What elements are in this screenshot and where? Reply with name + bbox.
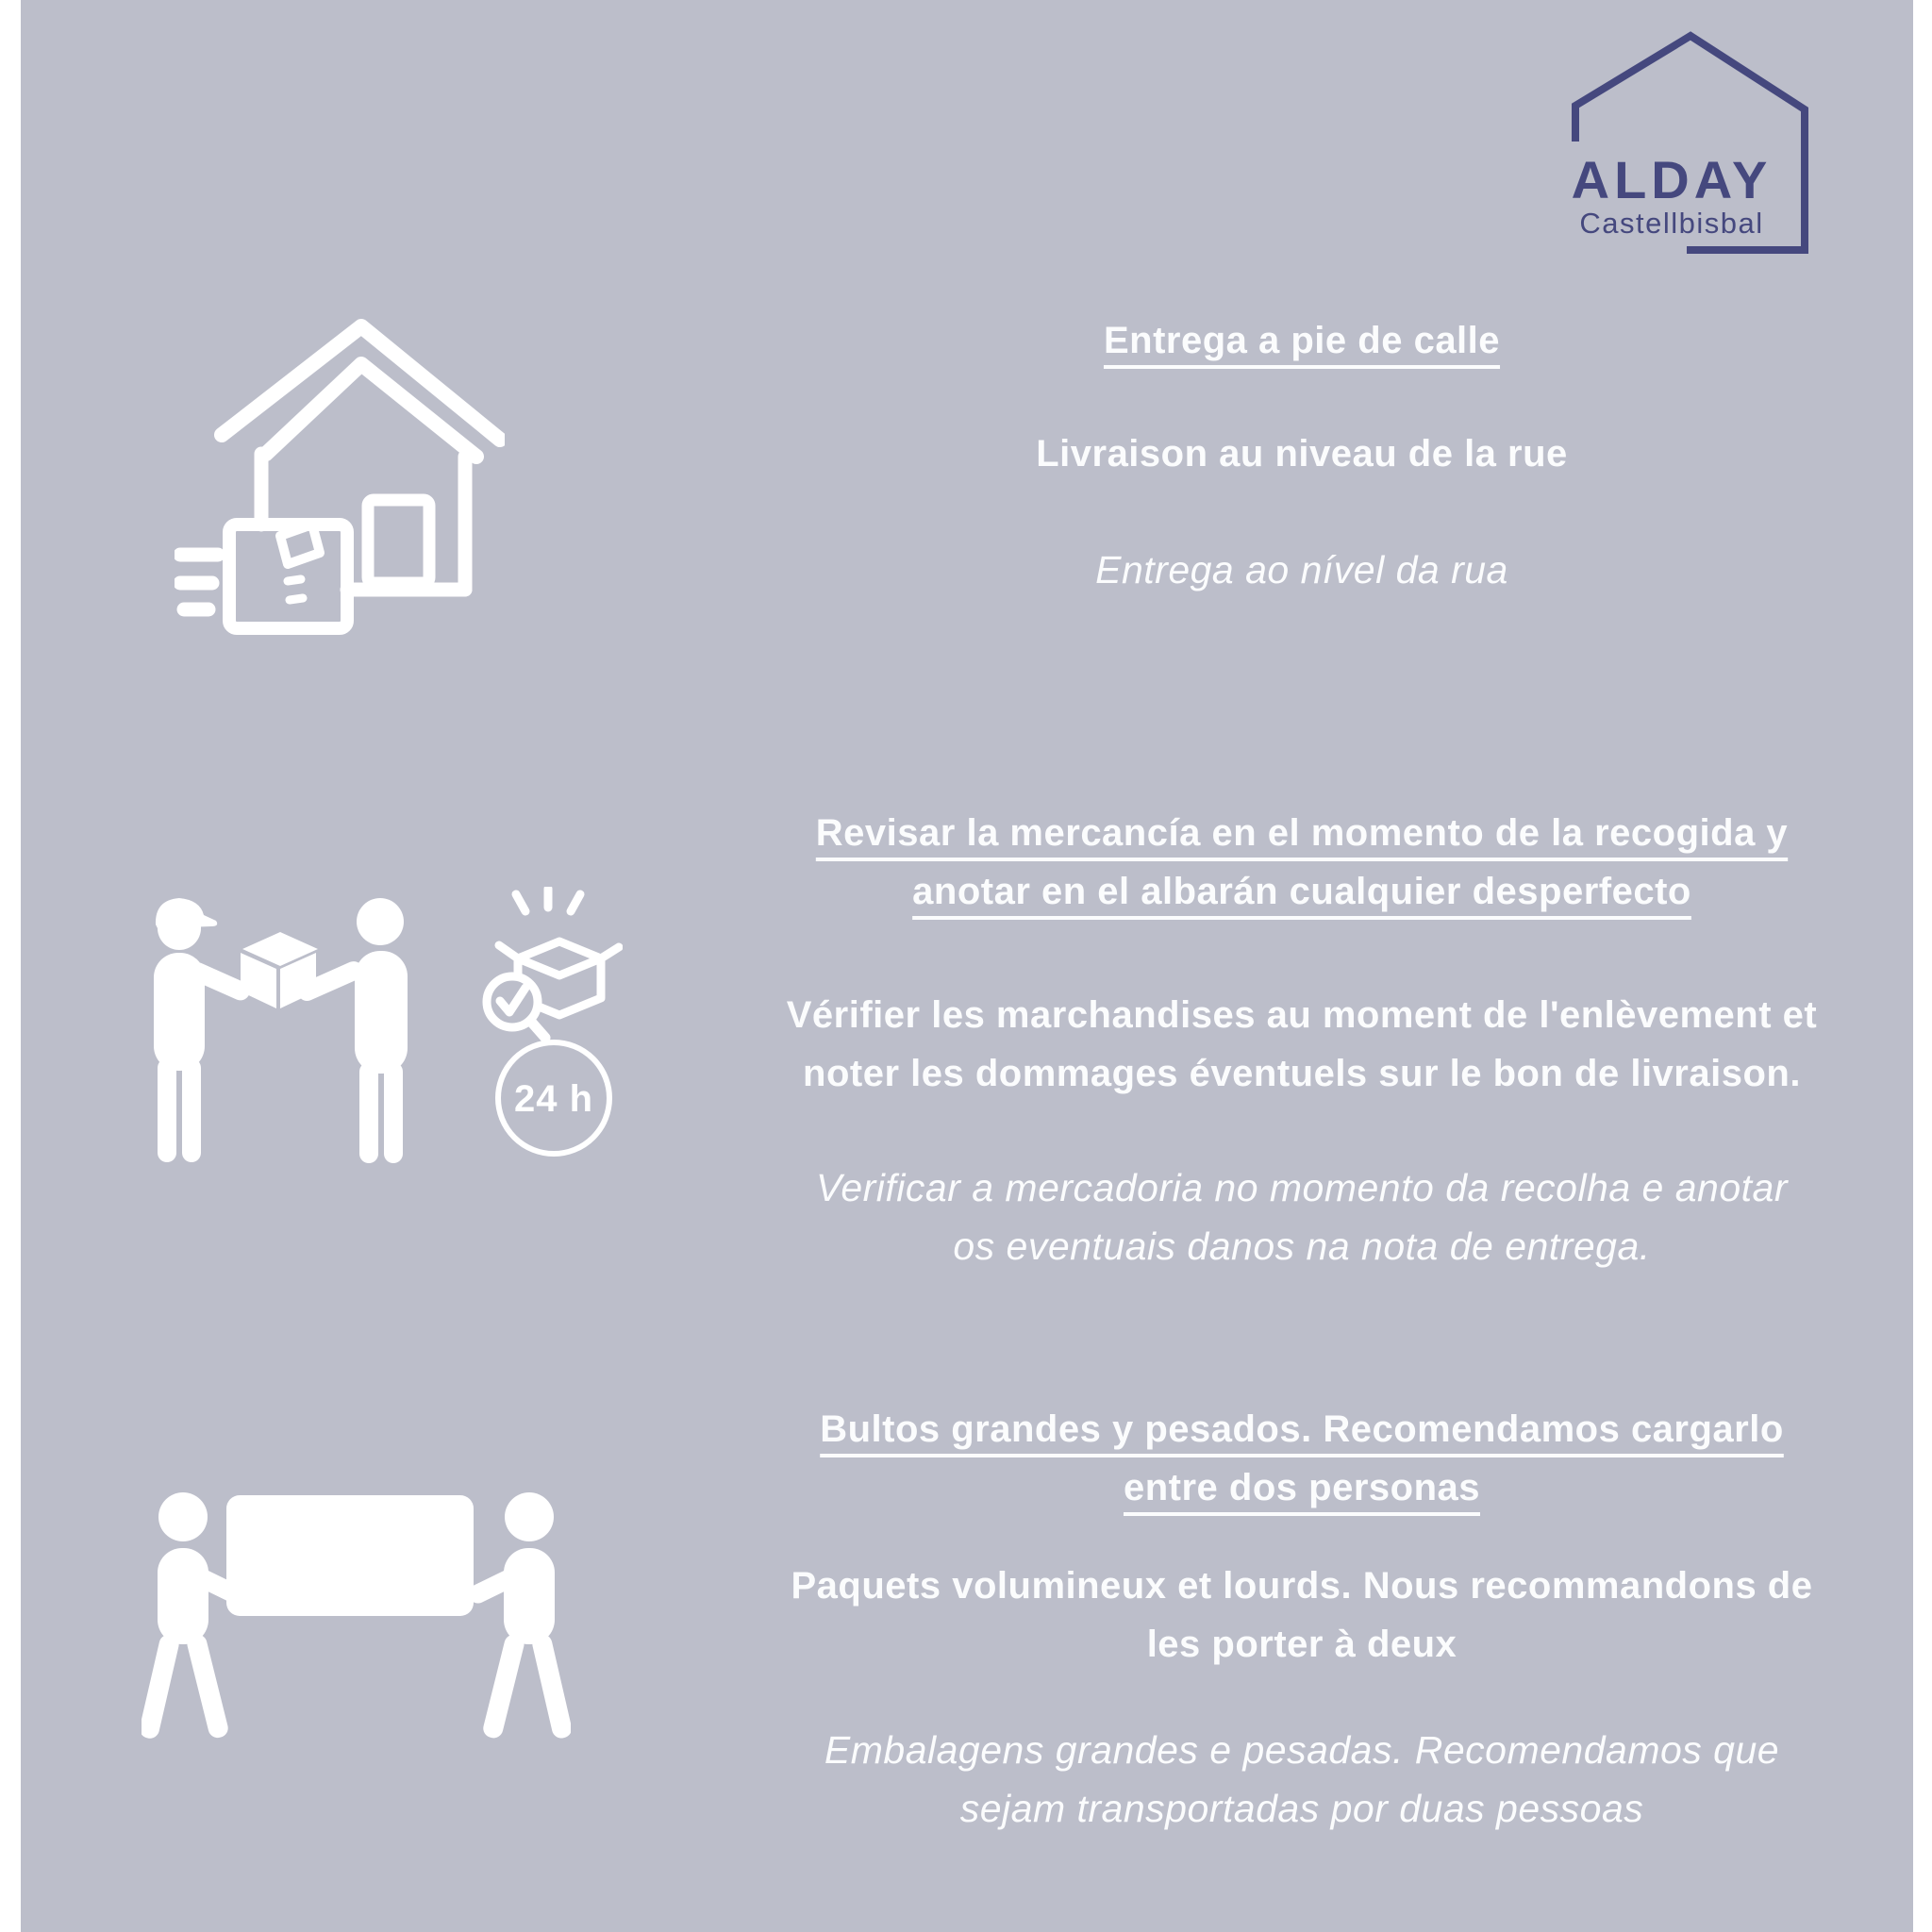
section3-body-fr — [726, 1557, 1877, 1674]
package-handoff-icon — [142, 877, 425, 1163]
brand-name: ALDAY — [1571, 150, 1773, 209]
body-line: Livraison au niveau de la rue — [1036, 433, 1568, 475]
badge-24h: 24 h — [513, 1078, 594, 1120]
body-line: Verificar a mercadoria no momento da recolha e anotar — [816, 1166, 1788, 1209]
house-delivery-icon — [175, 319, 505, 635]
body-line: noter les dommages éventuels sur le bon de livraison. — [803, 1053, 1801, 1094]
body-line: os eventuais danos na nota de entrega. — [953, 1224, 1651, 1268]
body-line: Entrega ao nível da rua — [1095, 548, 1508, 591]
heading-line: Revisar la mercancía en el momento de la recogida y — [815, 812, 1789, 854]
body-line: Vérifier les marchandises au moment de l'enlèvement et — [786, 994, 1818, 1036]
section1-body-fr — [726, 425, 1877, 483]
body-line: Paquets volumineux et lourds. Nous recommandons de — [791, 1565, 1813, 1607]
section3-heading-es — [726, 1400, 1877, 1517]
heading-line: Entrega a pie de calle — [1103, 320, 1501, 361]
body-line: sejam transportadas por duas pessoas — [959, 1787, 1644, 1830]
two-person-carry-icon — [142, 1486, 571, 1745]
heading-line: Bultos grandes y pesados. Recomendamos cargarlo — [820, 1408, 1784, 1450]
brand-subtitle: Castellbisbal — [1579, 207, 1764, 240]
section2-heading-es — [726, 804, 1877, 921]
section2-body-fr — [726, 986, 1877, 1103]
section2-body-pt — [726, 1158, 1877, 1275]
section1-body-pt — [726, 541, 1877, 599]
heading-line: anotar en el albarán cualquier desperfecto — [912, 871, 1691, 912]
body-line: les porter à deux — [1146, 1624, 1457, 1665]
section3-body-pt — [726, 1721, 1877, 1838]
section1-heading-es — [726, 311, 1877, 370]
body-line: Embalagens grandes e pesadas. Recomendamos que — [824, 1728, 1780, 1772]
heading-line: entre dos personas — [1123, 1467, 1480, 1508]
